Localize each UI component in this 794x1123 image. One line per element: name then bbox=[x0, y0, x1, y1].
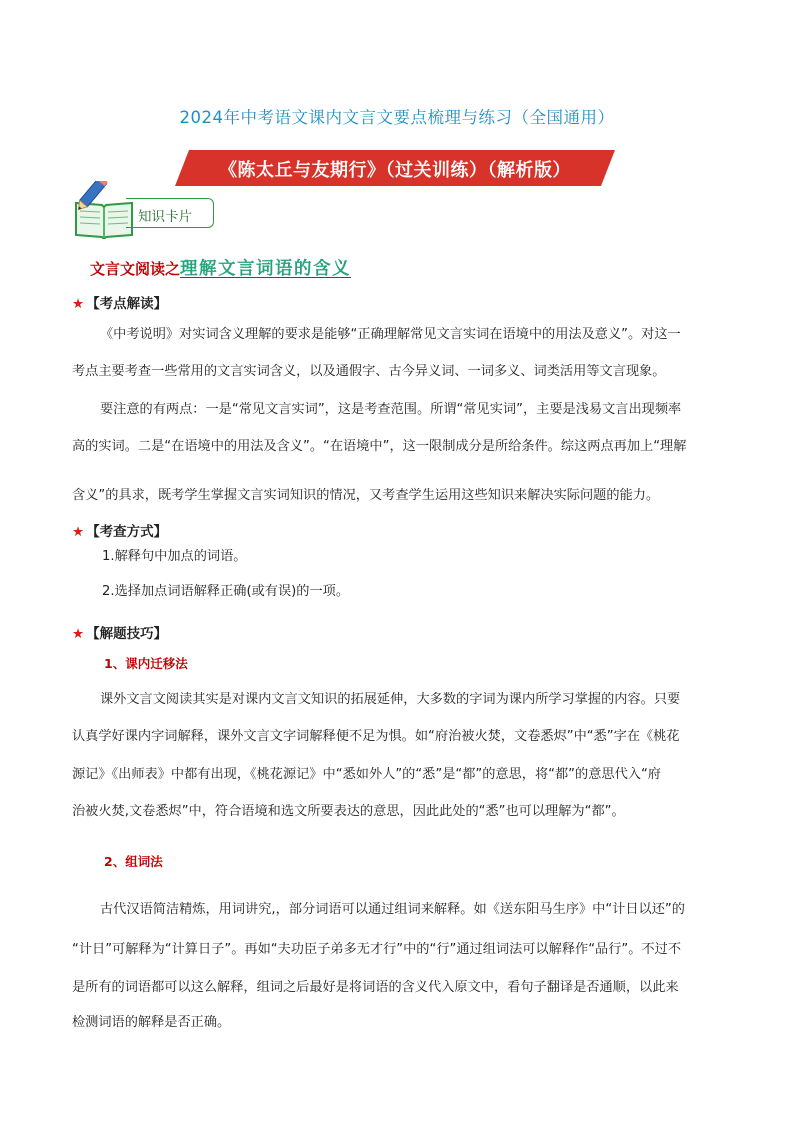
text-line: 考点主要考查一些常用的文言实词含义，以及通假字、古今异义词、一词多义、词类活用等文言现象。 bbox=[72, 364, 666, 379]
star-icon: ★ bbox=[72, 524, 85, 540]
jieti-heading-text: 【解题技巧】 bbox=[86, 626, 168, 642]
text-line: 治被火焚,文卷悉烬”中，符合语境和选文所要表达的意思，因此此处的“悉”也可以理解为“都”。 bbox=[72, 804, 625, 819]
star-icon: ★ bbox=[72, 296, 85, 312]
card-label-text: 知识卡片 bbox=[138, 209, 192, 225]
knowledge-card-label bbox=[126, 198, 214, 228]
text-line: 课外文言文阅读其实是对课内文言文知识的拓展延伸，大多数的字词为课内所学习掌握的内容。只要 bbox=[100, 692, 681, 707]
section-heading bbox=[90, 255, 351, 280]
kaodian-heading bbox=[72, 292, 167, 312]
kaocha-heading-text: 【考查方式】 bbox=[86, 524, 168, 540]
text-line: 是所有的词语都可以这么解释，组词之后最好是将词语的含义代入原文中，看句子翻译是否通顺，以此来 bbox=[72, 980, 679, 995]
jieti-heading bbox=[72, 622, 167, 642]
text-line: 古代汉语简洁精炼，用词讲究,，部分词语可以通过组词来解释。如《送东阳马生序》中“计日以还”的 bbox=[100, 902, 685, 917]
banner-text: 《陈太丘与友期行》（过关训练）（解析版） bbox=[219, 160, 571, 181]
text-line: 高的实词。二是“在语境中的用法及含义”。“在语境中”，这一限制成分是所给条件。综这两点再加上“理解 bbox=[72, 439, 687, 454]
text-line: 含义”的具求，既考学生掌握文言实词知识的情况，又考查学生运用这些知识来解决实际问题的能力。 bbox=[72, 488, 660, 503]
document-title: 2024年中考语文课内文言文要点梳理与练习（全国通用） bbox=[179, 108, 615, 127]
section-heading-prefix: 文言文阅读之 bbox=[90, 260, 181, 278]
text-line: 认真学好课内字词解释，课外文言文字词解释便不足为惧。如“府治被火焚，文卷悉烬”中“悉”字在《桃花 bbox=[72, 729, 680, 744]
text-line: 《中考说明》对实词含义理解的要求是能够“正确理解常见文言实词在语境中的用法及意义”。对这一 bbox=[100, 327, 681, 342]
kaodian-heading-text: 【考点解读】 bbox=[86, 296, 168, 312]
star-icon: ★ bbox=[72, 626, 85, 642]
text-line: 要注意的有两点：一是“常见文言实词”，这是考查范围。所谓“常见实词”，主要是浅易文言出现频率 bbox=[100, 402, 682, 417]
text-line: “计日”可解释为“计算日子”。再如“夫功臣子弟多无才行”中的“行”通过组词法可以解释作“品行”。不过不 bbox=[72, 942, 682, 957]
kaocha-heading bbox=[72, 520, 167, 540]
method-2-title: 2、组词法 bbox=[104, 854, 163, 869]
method-1-title: 1、课内迁移法 bbox=[104, 656, 188, 671]
title-banner bbox=[175, 150, 615, 186]
list-item: 2.选择加点词语解释正确(或有误)的一项。 bbox=[102, 584, 350, 599]
section-heading-main: 理解文言词语的含义 bbox=[180, 259, 352, 279]
text-line: 检测词语的解释是否正确。 bbox=[72, 1015, 231, 1030]
list-item: 1.解释句中加点的词语。 bbox=[102, 549, 247, 564]
text-line: 源记》《出师表》中都有出现，《桃花源记》中“悉如外人”的“悉”是“都”的意思，将“都”的意思代入“府 bbox=[72, 767, 661, 782]
